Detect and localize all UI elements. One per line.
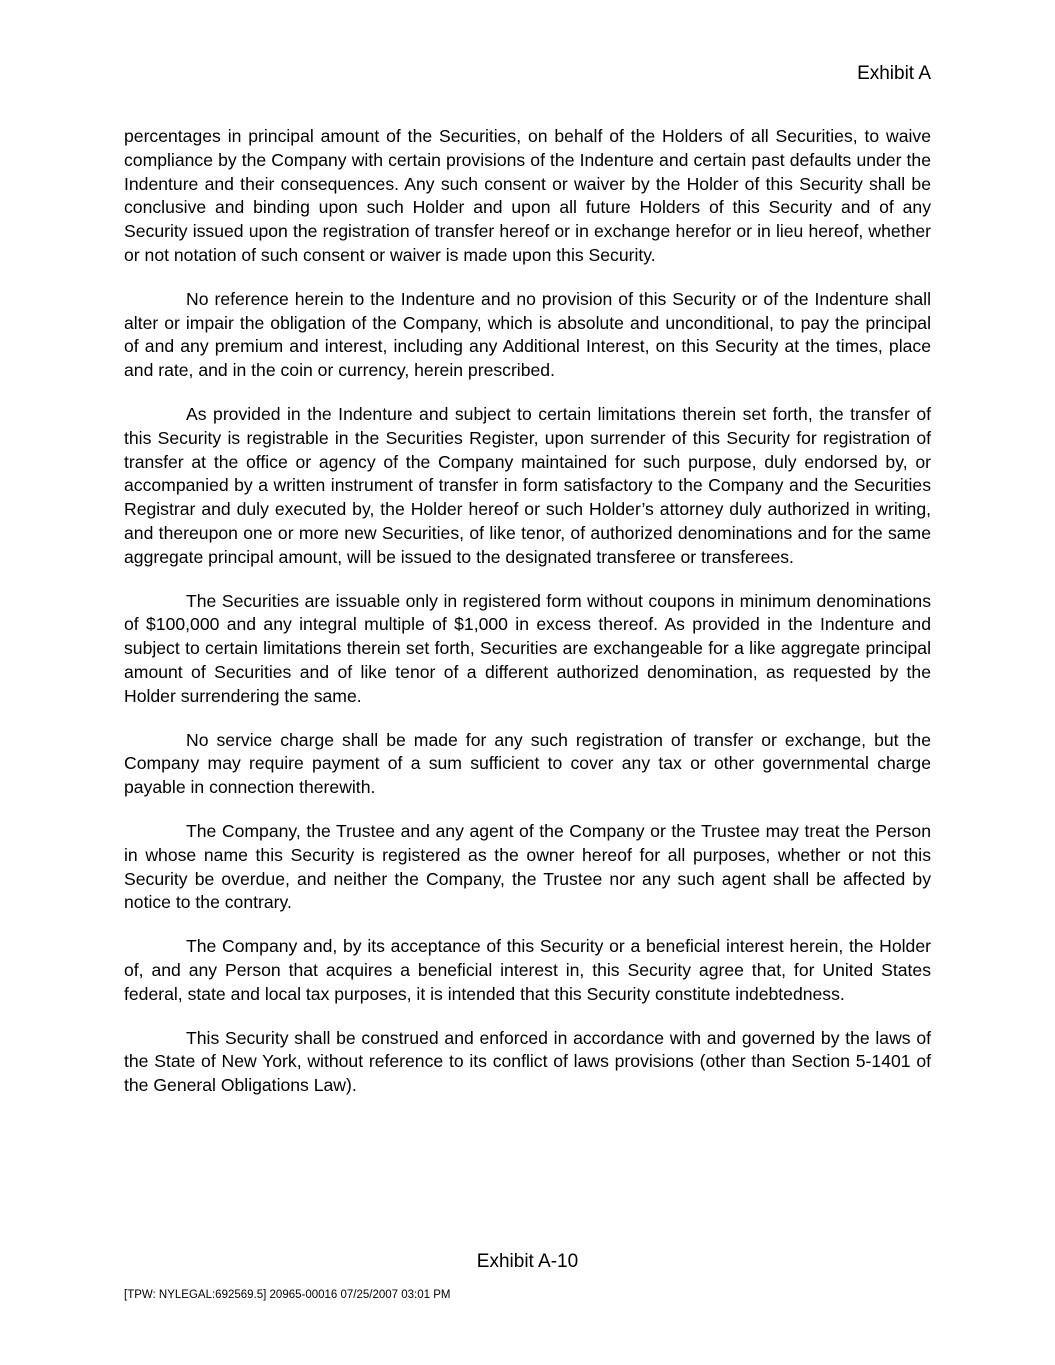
document-id-footer: [TPW: NYLEGAL:692569.5] 20965-00016 07/25/2007 03:01 PM <box>124 1289 451 1301</box>
paragraph-tax-treatment: The Company and, by its acceptance of this Security or a beneficial interest herein, the Holder of, and any Person that acquires a beneficial interest in, this Security agree that, for United States federal, state and local tax purposes, it is intended that this Security constitute indebtedness. <box>124 936 931 1004</box>
paragraph-governing-law: This Security shall be construed and enforced in accordance with and governed by the laws of the State of New York, without reference to its conflict of laws provisions (other than Section 5-1401 of the General Obligations Law). <box>124 1027 931 1096</box>
paragraph-no-reference: No reference herein to the Indenture and no provision of this Security or of the Indenture shall alter or impair the obligation of the Company, which is absolute and unconditional, to pay the principal of and any premium and interest, including any Additional Interest, on this Security at the times, place and rate, and in the coin or currency, herein prescribed. <box>124 288 931 381</box>
paragraph-continuation: percentages in principal amount of the Securities, on behalf of the Holders of all Securities, to waive compliance by the Company with certain provisions of the Indenture and certain past defaults under the Indenture and their consequences. Any such consent or waiver by the Holder of this Security shall be conclusive and binding upon such Holder and upon all future Holders of this Security and of any Security issued upon the registration of transfer hereof or in exchange herefor or in lieu hereof, whether or not notation of such consent or waiver is made upon this Security. <box>124 126 931 265</box>
paragraph-service-charge: No service charge shall be made for any such registration of transfer or exchange, but the Company may require payment of a sum sufficient to cover any tax or other governmental charge payable in connection therewith. <box>124 729 931 798</box>
paragraph-transfer-registration: As provided in the Indenture and subject to certain limitations therein set forth, the transfer of this Security is registrable in the Securities Register, upon surrender of this Security for registration of transfer at the office or agency of the Company maintained for such purpose, duly endorsed by, or accompanied by a written instrument of transfer in form satisfactory to the Company and the Securities Registrar and duly executed by, the Holder hereof or such Holder’s attorney duly authorized in writing, and thereupon one or more new Securities, of like tenor, of authorized denominations and for the same aggregate principal amount, will be issued to the designated transferee or transferees. <box>124 403 931 567</box>
page-number-footer: Exhibit A-10 <box>476 1251 579 1272</box>
paragraph-owner-treatment: The Company, the Trustee and any agent of the Company or the Trustee may treat the Person in whose name this Security is registered as the owner hereof for all purposes, whether or not this Security be overdue, and neither the Company, the Trustee nor any such agent shall be affected by notice to the contrary. <box>124 820 931 913</box>
exhibit-header: Exhibit A <box>857 63 931 84</box>
paragraph-denominations: The Securities are issuable only in registered form without coupons in minimum denominations of $100,000 and any integral multiple of $1,000 in excess thereof. As provided in the Indenture and subject to certain limitations therein set forth, Securities are exchangeable for a like aggregate principal amount of Securities and of like tenor of a different authorized denomination, as requested by the Holder surrendering the same. <box>124 590 931 706</box>
document-body <box>124 125 931 1118</box>
